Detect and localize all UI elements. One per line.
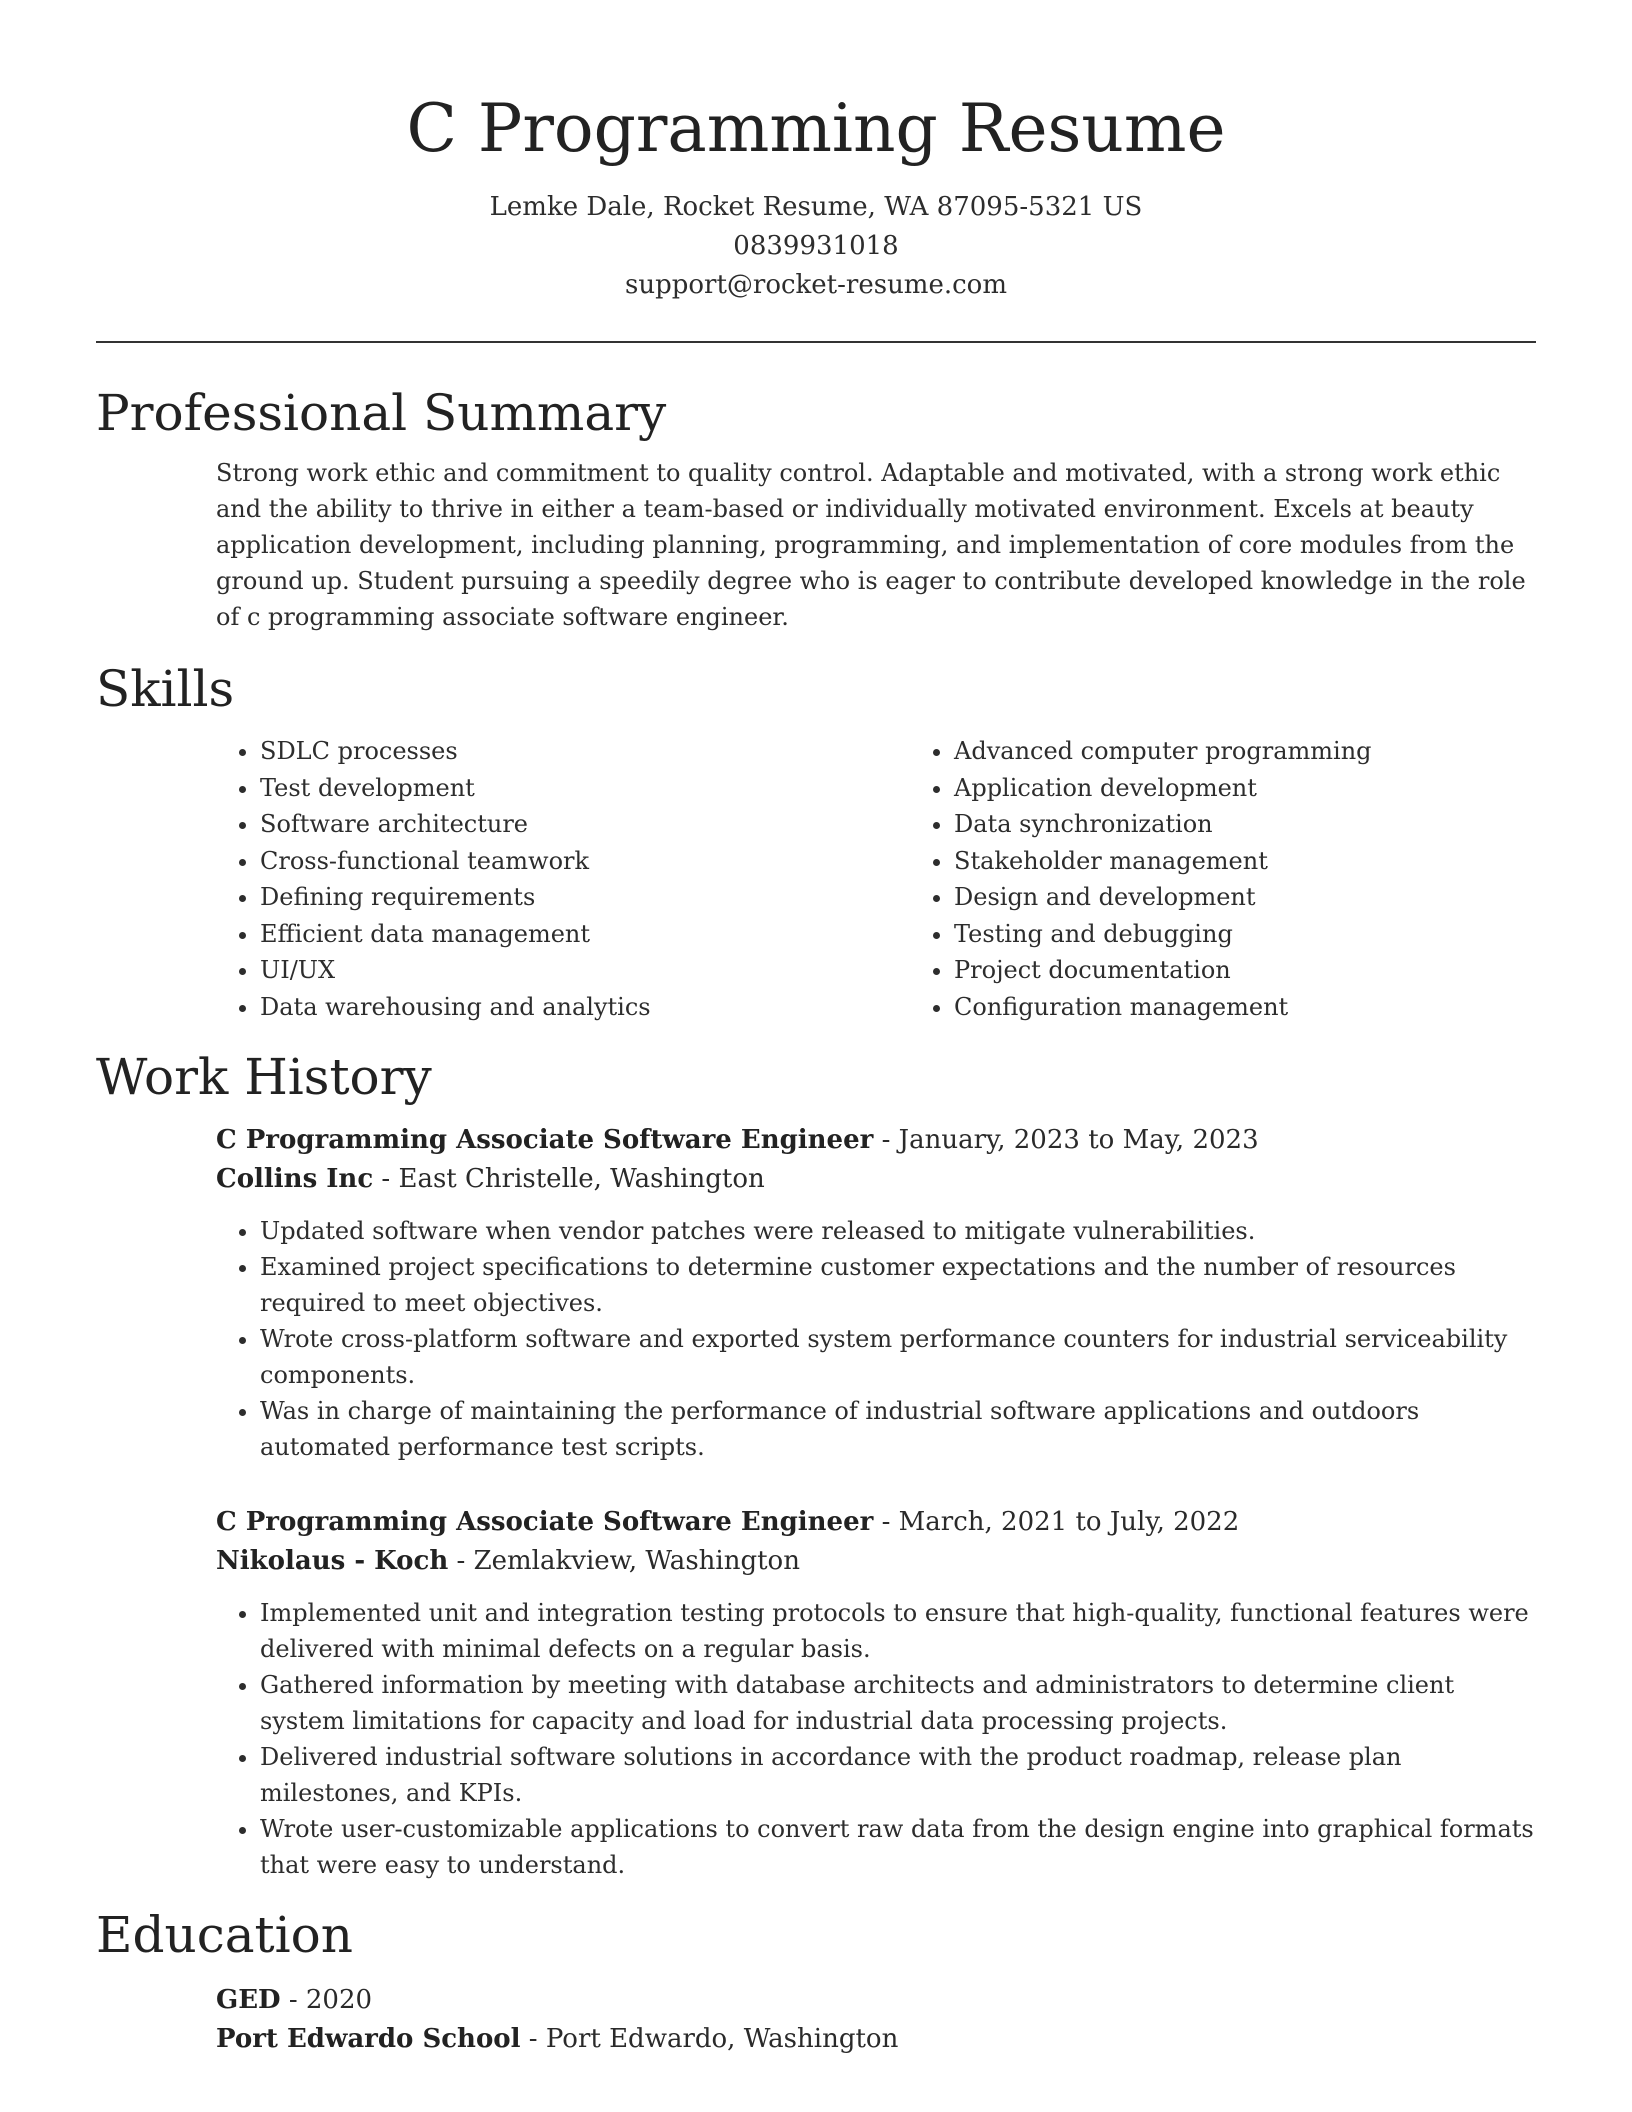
job-duty: • Updated software when vendor patches were released to mitigate vulnerabilities. (260, 1213, 1536, 1249)
job-location: - Zemlakview, Washington (448, 1546, 800, 1576)
education-location: - Port Edwardo, Washington (520, 2024, 899, 2054)
summary-text: Strong work ethic and commitment to quality control. Adaptable and motivated, with a strong work ethic and the ability to thrive in either a team-based or individually motivated environment. Excels at beauty application development, including planning, programming, and implementation of core modules from the ground up. Student pursuing a speedily degree who is eager to contribute developed knowledge in the role of c programming associate software engineer. (216, 459, 1526, 631)
job-duty: • Implemented unit and integration testing protocols to ensure that high-quality, functional features were delivered with minimal defects on a regular basis. (260, 1595, 1536, 1667)
job-role: C Programming Associate Software Engineer (216, 1125, 874, 1155)
work-history-body (96, 1121, 1536, 1883)
skill-item: • Efficient data management (260, 916, 910, 953)
skill-item: • Data warehousing and analytics (260, 989, 910, 1026)
job-location: - East Christelle, Washington (373, 1164, 765, 1194)
job-duties (216, 1213, 1536, 1465)
skill-item: • Stakeholder management (954, 843, 1604, 880)
job-duty: • Gathered information by meeting with database architects and administrators to determine client system limitations for capacity and load for industrial data processing projects. (260, 1667, 1536, 1739)
skill-item: • SDLC processes (260, 733, 910, 770)
skill-item: • Configuration management (954, 989, 1604, 1026)
resume-title: C Programming Resume (406, 90, 1226, 167)
job-duty: • Delivered industrial software solutions in accordance with the product roadmap, release plan milestones, and KPIs. (260, 1739, 1536, 1811)
job-role: C Programming Associate Software Engineer (216, 1507, 874, 1537)
education-school: Port Edwardo School (216, 2024, 521, 2054)
skills-list-right (910, 733, 1604, 1025)
skills-list-left (216, 733, 910, 1025)
education-section (96, 1903, 1536, 2059)
job-dates: - March, 2021 to July, 2022 (873, 1507, 1240, 1537)
contact-phone: 0839931018 (733, 231, 899, 261)
skill-item: • Design and development (954, 879, 1604, 916)
contact-address: Lemke Dale, Rocket Resume, WA 87095-5321 US (489, 192, 1143, 222)
summary-heading: Professional Summary (96, 384, 667, 442)
job-company-line (216, 1160, 1536, 1199)
contact-info (96, 188, 1536, 305)
education-year: - 2020 (280, 1985, 373, 2015)
work-history-section (96, 1045, 1536, 1883)
education-heading: Education (96, 1906, 353, 1964)
job-company: Collins Inc (216, 1164, 374, 1194)
header-divider (96, 341, 1536, 343)
education-body (96, 1981, 1536, 2059)
skill-item: • Advanced computer programming (954, 733, 1604, 770)
job-duties (216, 1595, 1536, 1883)
skills-grid (216, 733, 1536, 1025)
skill-item: • Test development (260, 770, 910, 807)
skills-body (96, 733, 1536, 1025)
job-duty: • Wrote cross-platform software and exported system performance counters for industrial serviceability components. (260, 1321, 1536, 1393)
skill-item: • Data synchronization (954, 806, 1604, 843)
job-title-line (216, 1503, 1536, 1542)
resume-header (96, 0, 1536, 343)
skill-item: • UI/UX (260, 952, 910, 989)
skill-item: • Software architecture (260, 806, 910, 843)
contact-email: support@rocket-resume.com (624, 270, 1007, 300)
skills-heading: Skills (96, 660, 235, 718)
skill-item: • Application development (954, 770, 1604, 807)
job-company-line (216, 1542, 1536, 1581)
summary-section (96, 381, 1536, 635)
job-entry (216, 1121, 1536, 1465)
job-duty: • Was in charge of maintaining the performance of industrial software applications and outdoors automated performance test scripts. (260, 1393, 1536, 1465)
job-duty: • Examined project specifications to determine customer expectations and the number of resources required to meet objectives. (260, 1249, 1536, 1321)
skill-item: • Cross-functional teamwork (260, 843, 910, 880)
skill-item: • Defining requirements (260, 879, 910, 916)
job-dates: - January, 2023 to May, 2023 (873, 1125, 1259, 1155)
skill-item: • Testing and debugging (954, 916, 1604, 953)
skills-section (96, 657, 1536, 1025)
education-degree-line (216, 1981, 1536, 2020)
education-school-line (216, 2020, 1536, 2059)
job-entry (216, 1503, 1536, 1883)
job-title-line (216, 1121, 1536, 1160)
job-duty: • Wrote user-customizable applications to convert raw data from the design engine into graphical formats that were easy to understand. (260, 1811, 1536, 1883)
resume-page (96, 0, 1536, 2059)
job-company: Nikolaus - Koch (216, 1546, 449, 1576)
work-history-heading: Work History (96, 1048, 432, 1106)
skill-item: • Project documentation (954, 952, 1604, 989)
education-degree: GED (216, 1985, 281, 2015)
